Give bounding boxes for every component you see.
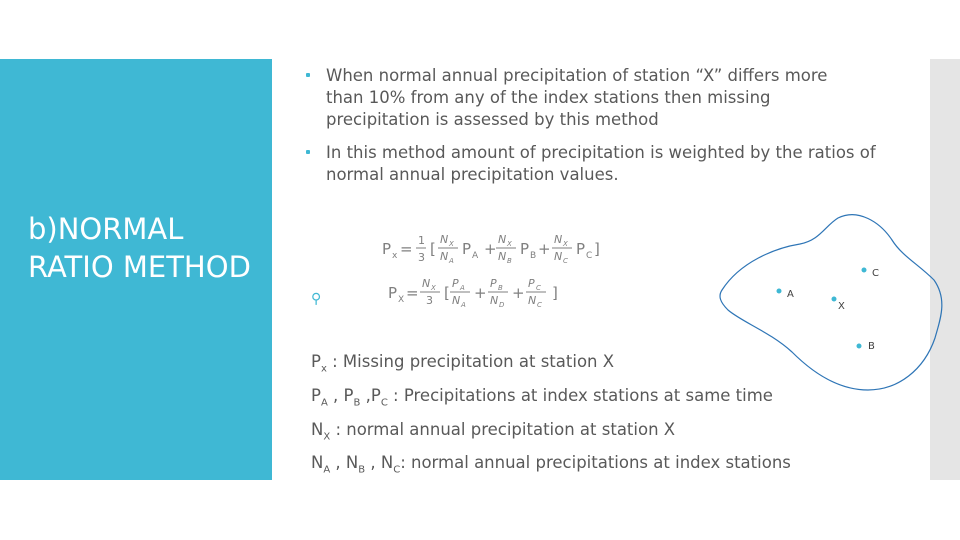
station-c bbox=[862, 268, 880, 280]
svg-text:X: X bbox=[449, 240, 454, 248]
svg-text:N: N bbox=[554, 233, 563, 246]
svg-text:X: X bbox=[431, 284, 436, 292]
svg-text:P: P bbox=[528, 277, 535, 290]
svg-text:P: P bbox=[452, 277, 459, 290]
svg-text:N: N bbox=[440, 250, 449, 263]
station-a bbox=[777, 289, 795, 301]
svg-text:X: X bbox=[398, 295, 405, 305]
svg-text:B: B bbox=[507, 257, 512, 265]
svg-text:A: A bbox=[449, 257, 454, 265]
svg-text:P: P bbox=[490, 277, 497, 290]
legend-line-na-nb-nc: $N_A$ , $N_B$ , $N_C$: normal annual precipitations at index stations bbox=[311, 453, 791, 476]
svg-text:+: + bbox=[484, 240, 497, 258]
svg-text:N: N bbox=[452, 294, 461, 307]
svg-text:[: [ bbox=[430, 240, 436, 258]
bullet-chevron-icon: ⚲ bbox=[311, 291, 322, 307]
legend-line-px: $P_x$ : Missing precipitation at station X bbox=[311, 352, 615, 375]
svg-text:X: X bbox=[507, 240, 512, 248]
svg-text:A: A bbox=[472, 251, 479, 261]
svg-text:N: N bbox=[440, 233, 449, 246]
svg-text:3: 3 bbox=[418, 251, 425, 264]
svg-text:C: C bbox=[563, 257, 568, 265]
bullet-text: When normal annual precipitation of station “X” differs more than 10% from any of the index stations then missing precipitation is assessed by this method bbox=[326, 66, 828, 129]
station-label-b: B bbox=[868, 341, 875, 352]
legend-line-nx: $N_X$ : normal annual precipitation at station X bbox=[311, 420, 676, 443]
svg-text:]: ] bbox=[594, 240, 600, 258]
bullet-icon bbox=[306, 73, 310, 77]
svg-text:[: [ bbox=[444, 284, 450, 302]
svg-text:D: D bbox=[499, 301, 505, 309]
station-b bbox=[857, 341, 876, 352]
right-side-strip bbox=[930, 59, 960, 480]
svg-text:P: P bbox=[462, 240, 472, 258]
normal-ratio-formula bbox=[380, 226, 620, 310]
legend-line-pa-pb-pc: $P_A$ , $P_B$ $,P_C$ : Precipitations at index stations at same time bbox=[311, 386, 773, 409]
svg-text:P: P bbox=[520, 240, 530, 258]
svg-text:C: C bbox=[537, 301, 542, 309]
station-label-c: C bbox=[872, 268, 879, 279]
svg-text:1: 1 bbox=[418, 234, 425, 247]
svg-text:B: B bbox=[498, 284, 503, 292]
bullet-item-2 bbox=[310, 142, 880, 186]
svg-text:N: N bbox=[498, 250, 507, 263]
svg-text:X: X bbox=[563, 240, 568, 248]
slide-title: b)NORMAL RATIO METHOD bbox=[28, 212, 251, 284]
svg-text:N: N bbox=[554, 250, 563, 263]
svg-text:A: A bbox=[460, 284, 465, 292]
svg-text:P: P bbox=[388, 284, 398, 302]
svg-text:N: N bbox=[528, 294, 537, 307]
svg-text:B: B bbox=[530, 251, 537, 261]
svg-text:N: N bbox=[490, 294, 499, 307]
svg-text:N: N bbox=[422, 277, 431, 290]
svg-text:C: C bbox=[536, 284, 541, 292]
svg-text:P: P bbox=[576, 240, 586, 258]
bullet-item-1 bbox=[310, 65, 870, 131]
station-label-a: A bbox=[787, 289, 794, 300]
svg-text:A: A bbox=[461, 301, 466, 309]
svg-text:C: C bbox=[586, 251, 593, 261]
station-x bbox=[832, 297, 846, 313]
svg-text:3: 3 bbox=[426, 294, 433, 307]
bullet-icon bbox=[306, 150, 310, 154]
station-label-x: X bbox=[838, 301, 845, 312]
svg-text:N: N bbox=[498, 233, 507, 246]
svg-text:+: + bbox=[474, 284, 487, 302]
svg-text:x: x bbox=[392, 251, 398, 261]
svg-text:=: = bbox=[406, 284, 419, 302]
svg-text:+: + bbox=[512, 284, 525, 302]
svg-text:+: + bbox=[538, 240, 551, 258]
catchment-boundary bbox=[720, 215, 942, 390]
svg-text:P: P bbox=[382, 240, 392, 258]
svg-text:]: ] bbox=[552, 284, 558, 302]
bullet-text: In this method amount of precipitation is weighted by the ratios of normal annual precipitation values. bbox=[326, 143, 876, 184]
svg-text:=: = bbox=[400, 240, 413, 258]
